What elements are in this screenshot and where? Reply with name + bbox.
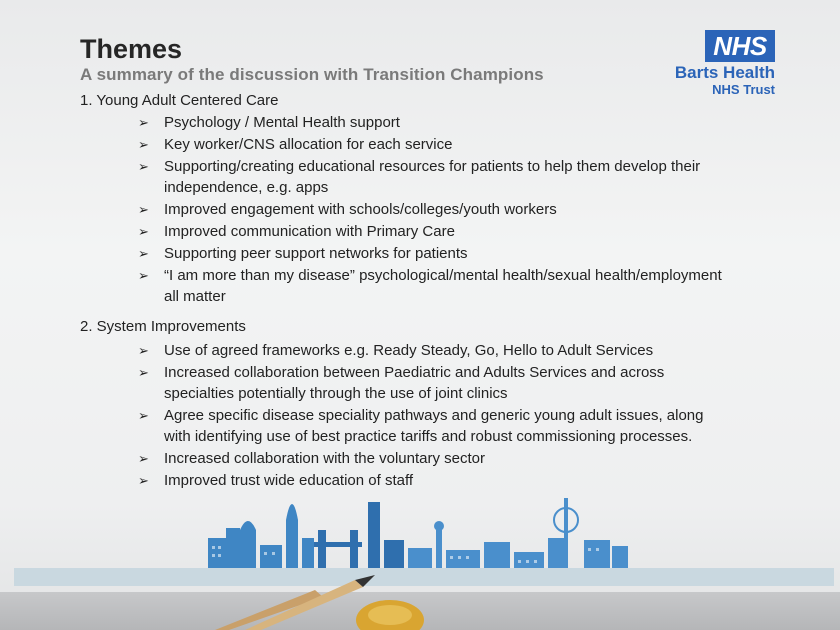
list-item — [138, 134, 738, 155]
bullet-arrow-icon: ➢ — [138, 137, 149, 152]
bullet-arrow-icon: ➢ — [138, 365, 149, 380]
bullet-arrow-icon: ➢ — [138, 224, 149, 239]
bullet-arrow-icon: ➢ — [138, 159, 149, 174]
list-item-text: Key worker/CNS allocation for each service — [164, 136, 453, 153]
list-item — [138, 470, 728, 491]
list-item — [138, 265, 738, 307]
list-item — [138, 243, 738, 264]
list-item — [138, 199, 738, 220]
list-item — [138, 340, 728, 361]
page-subtitle: A summary of the discussion with Transition Champions — [80, 65, 544, 84]
bullet-arrow-icon: ➢ — [138, 268, 149, 283]
list-item — [138, 112, 738, 133]
page-title: Themes — [80, 34, 183, 64]
list-item — [138, 221, 738, 242]
list-item-text: Improved trust wide education of staff — [164, 472, 414, 489]
sharpener-icon — [355, 585, 425, 630]
bullet-arrow-icon: ➢ — [138, 473, 149, 488]
footer-band — [14, 568, 834, 586]
list-item-text: “I am more than my disease” psychological/mental health/sexual health/employment all matter — [164, 267, 722, 305]
logo-trust-name: NHS Trust — [712, 82, 775, 97]
bullet-arrow-icon: ➢ — [138, 451, 149, 466]
list-item-text: Use of agreed frameworks e.g. Ready Steady, Go, Hello to Adult Services — [164, 342, 654, 359]
list-item — [138, 448, 728, 469]
list-item-text: Increased collaboration with the voluntary sector — [164, 450, 486, 467]
bullet-arrow-icon: ➢ — [138, 246, 149, 261]
list-item-text: Supporting peer support networks for patients — [164, 245, 468, 262]
bullet-arrow-icon: ➢ — [138, 115, 149, 130]
bullet-arrow-icon: ➢ — [138, 408, 149, 423]
list-item — [138, 156, 738, 198]
city-skyline-icon — [200, 490, 630, 580]
list-item-text: Increased collaboration between Paediatric and Adults Services and across specialties potentially through the use of joint clinics — [164, 364, 665, 402]
nhs-logo-box: NHS — [705, 30, 775, 62]
list-item-text: Improved engagement with schools/colleges/youth workers — [164, 201, 557, 218]
nhs-logo — [660, 30, 775, 100]
section-heading-1: 1. Young Adult Centered Care — [80, 92, 279, 109]
list-item — [138, 405, 728, 447]
section-list-2 — [138, 340, 728, 492]
bullet-arrow-icon: ➢ — [138, 343, 149, 358]
logo-org-name: Barts Health — [674, 63, 775, 82]
list-item-text: Agree specific disease speciality pathways and generic young adult issues, along with identifying use of best practice tariffs and robust commissioning processes. — [164, 407, 704, 445]
bullet-arrow-icon: ➢ — [138, 202, 149, 217]
list-item — [138, 362, 728, 404]
list-item-text: Psychology / Mental Health support — [164, 114, 400, 131]
section-list-1 — [138, 112, 738, 308]
list-item-text: Improved communication with Primary Care — [164, 223, 455, 240]
list-item-text: Supporting/creating educational resources for patients to help them develop their independence, e.g. apps — [164, 158, 701, 196]
section-heading-2: 2. System Improvements — [80, 318, 246, 335]
